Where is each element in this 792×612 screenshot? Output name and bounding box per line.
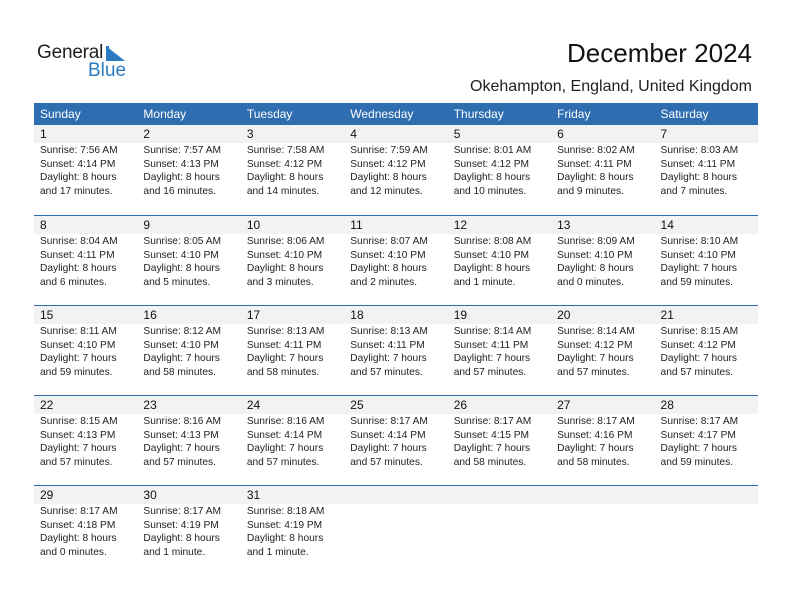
daylight-minutes: and 0 minutes. (557, 276, 624, 288)
daylight-hours: Daylight: 8 hours (40, 533, 117, 544)
day-number: 23 (137, 396, 240, 414)
day-number: 8 (34, 216, 137, 234)
sunset-time: Sunset: 4:19 PM (246, 519, 323, 531)
sunrise-time: Sunrise: 8:06 AM (246, 236, 325, 247)
day-cell (137, 125, 240, 215)
sun-info (551, 414, 654, 469)
sunset-time: Sunset: 4:12 PM (350, 158, 426, 170)
day-cell (34, 216, 137, 305)
sunrise-time: Sunrise: 8:15 AM (660, 326, 739, 337)
sunrise-time: Sunrise: 8:01 AM (453, 145, 532, 156)
daylight-hours: Daylight: 8 hours (350, 263, 427, 274)
daylight-minutes: and 57 minutes. (453, 366, 527, 378)
sunrise-time: Sunrise: 8:03 AM (660, 145, 739, 156)
sunset-time: Sunset: 4:10 PM (453, 249, 530, 261)
day-number: 19 (448, 306, 551, 324)
day-number: 12 (448, 216, 551, 234)
day-cell (344, 216, 447, 305)
daylight-hours: Daylight: 8 hours (350, 172, 427, 183)
daylight-hours: Daylight: 7 hours (143, 353, 220, 364)
day-number: 6 (551, 125, 654, 143)
day-cell (448, 306, 551, 395)
sunset-time: Sunset: 4:12 PM (660, 339, 736, 351)
sunrise-time: Sunrise: 8:05 AM (143, 236, 222, 247)
daylight-minutes: and 1 minute. (246, 546, 309, 558)
sun-info (655, 414, 758, 469)
daylight-hours: Daylight: 7 hours (660, 443, 737, 454)
day-cell (551, 216, 654, 305)
day-cell (241, 125, 344, 215)
weekday-header-0: Sunday (40, 107, 81, 121)
daylight-minutes: and 57 minutes. (557, 366, 630, 378)
daylight-hours: Daylight: 8 hours (557, 172, 634, 183)
daylight-hours: Daylight: 8 hours (660, 172, 737, 183)
sunrise-time: Sunrise: 8:14 AM (557, 326, 635, 337)
day-number: 3 (241, 125, 344, 143)
week-row (34, 215, 758, 305)
sun-info (551, 324, 654, 379)
day-cell (137, 216, 240, 305)
daylight-minutes: and 57 minutes. (246, 456, 320, 468)
daylight-minutes: and 16 minutes. (143, 185, 216, 197)
day-cell (448, 216, 551, 305)
daylight-minutes: and 14 minutes. (246, 185, 320, 197)
sunrise-time: Sunrise: 8:07 AM (350, 236, 428, 247)
sunrise-time: Sunrise: 7:58 AM (246, 145, 325, 156)
sunset-time: Sunset: 4:14 PM (246, 429, 323, 441)
sunset-time: Sunset: 4:11 PM (557, 158, 632, 170)
logo (37, 42, 137, 82)
empty-date-strip (344, 486, 447, 504)
sun-info (448, 414, 551, 469)
sunset-time: Sunset: 4:18 PM (40, 519, 116, 531)
sunset-time: Sunset: 4:10 PM (660, 249, 736, 261)
daylight-minutes: and 59 minutes. (40, 366, 113, 378)
daylight-hours: Daylight: 8 hours (453, 263, 531, 274)
daylight-hours: Daylight: 8 hours (40, 172, 117, 183)
weekday-header-row (34, 103, 758, 125)
daylight-hours: Daylight: 8 hours (246, 172, 324, 183)
empty-day-cell (448, 486, 551, 575)
day-number: 4 (344, 125, 447, 143)
daylight-hours: Daylight: 7 hours (40, 443, 117, 454)
daylight-hours: Daylight: 8 hours (143, 172, 220, 183)
daylight-hours: Daylight: 8 hours (453, 172, 531, 183)
daylight-hours: Daylight: 7 hours (246, 353, 324, 364)
daylight-hours: Daylight: 8 hours (143, 533, 220, 544)
sunset-time: Sunset: 4:12 PM (557, 339, 633, 351)
daylight-hours: Daylight: 7 hours (453, 353, 531, 364)
week-row (34, 125, 758, 215)
day-cell (137, 306, 240, 395)
daylight-hours: Daylight: 7 hours (143, 443, 220, 454)
daylight-hours: Daylight: 7 hours (453, 443, 531, 454)
day-number: 29 (34, 486, 137, 504)
day-number: 17 (241, 306, 344, 324)
day-number: 1 (34, 125, 137, 143)
triangle-flag-icon (106, 46, 125, 61)
day-number: 13 (551, 216, 654, 234)
sunset-time: Sunset: 4:11 PM (350, 339, 425, 351)
day-number: 28 (655, 396, 758, 414)
day-number: 7 (655, 125, 758, 143)
day-cell (34, 125, 137, 215)
weekday-header-3: Wednesday (350, 107, 414, 121)
sun-info (551, 143, 654, 198)
day-number: 24 (241, 396, 344, 414)
day-cell (344, 396, 447, 485)
sun-info (241, 324, 344, 379)
day-cell (34, 396, 137, 485)
daylight-minutes: and 17 minutes. (40, 185, 113, 197)
empty-day-cell (551, 486, 654, 575)
sun-info (34, 414, 137, 469)
sunrise-time: Sunrise: 8:17 AM (453, 416, 532, 427)
daylight-hours: Daylight: 7 hours (660, 353, 737, 364)
sun-info (344, 234, 447, 289)
day-cell (34, 306, 137, 395)
daylight-hours: Daylight: 7 hours (40, 353, 117, 364)
sun-info (448, 143, 551, 198)
day-number: 18 (344, 306, 447, 324)
daylight-minutes: and 6 minutes. (40, 276, 107, 288)
weekday-header-2: Tuesday (246, 107, 293, 121)
sunrise-time: Sunrise: 8:15 AM (40, 416, 118, 427)
daylight-minutes: and 9 minutes. (557, 185, 624, 197)
sunset-time: Sunset: 4:11 PM (40, 249, 115, 261)
daylight-minutes: and 5 minutes. (143, 276, 211, 288)
sunset-time: Sunset: 4:10 PM (246, 249, 323, 261)
daylight-hours: Daylight: 7 hours (660, 263, 737, 274)
sunset-time: Sunset: 4:13 PM (143, 158, 219, 170)
day-cell (448, 396, 551, 485)
logo-word-general: General (37, 42, 104, 63)
sunrise-time: Sunrise: 8:13 AM (350, 326, 428, 337)
daylight-minutes: and 59 minutes. (660, 456, 734, 468)
day-cell (241, 216, 344, 305)
sunrise-time: Sunrise: 8:11 AM (40, 326, 117, 337)
sunrise-time: Sunrise: 7:57 AM (143, 145, 222, 156)
daylight-minutes: and 58 minutes. (557, 456, 630, 468)
day-cell (655, 216, 758, 305)
daylight-hours: Daylight: 8 hours (143, 263, 220, 274)
daylight-hours: Daylight: 7 hours (246, 443, 324, 454)
sun-info (137, 504, 240, 559)
sunrise-time: Sunrise: 7:59 AM (350, 145, 428, 156)
sunrise-time: Sunrise: 7:56 AM (40, 145, 118, 156)
sunset-time: Sunset: 4:11 PM (660, 158, 736, 170)
sun-info (34, 143, 137, 198)
day-number: 31 (241, 486, 344, 504)
sunrise-time: Sunrise: 8:08 AM (453, 236, 532, 247)
sun-info (655, 234, 758, 289)
day-cell (655, 125, 758, 215)
day-number: 9 (137, 216, 240, 234)
sun-info (344, 143, 447, 198)
day-number: 16 (137, 306, 240, 324)
day-cell (655, 306, 758, 395)
sunrise-time: Sunrise: 8:13 AM (246, 326, 325, 337)
daylight-minutes: and 59 minutes. (660, 276, 734, 288)
sun-info (241, 504, 344, 559)
sunset-time: Sunset: 4:10 PM (557, 249, 633, 261)
day-cell (551, 306, 654, 395)
week-row (34, 305, 758, 395)
sun-info (137, 414, 240, 469)
sunrise-time: Sunrise: 8:17 AM (557, 416, 635, 427)
daylight-minutes: and 57 minutes. (660, 366, 734, 378)
sun-info (241, 234, 344, 289)
day-number: 14 (655, 216, 758, 234)
sunrise-time: Sunrise: 8:10 AM (660, 236, 739, 247)
sunset-time: Sunset: 4:14 PM (350, 429, 426, 441)
daylight-minutes: and 58 minutes. (453, 456, 527, 468)
daylight-minutes: and 3 minutes. (246, 276, 314, 288)
week-row (34, 395, 758, 485)
sunrise-time: Sunrise: 8:17 AM (40, 506, 118, 517)
day-number: 2 (137, 125, 240, 143)
sunset-time: Sunset: 4:13 PM (143, 429, 219, 441)
location-subtitle: Okehampton, England, United Kingdom (470, 78, 752, 95)
empty-day-cell (655, 486, 758, 575)
weekday-header-4: Thursday (453, 107, 504, 121)
daylight-minutes: and 7 minutes. (660, 185, 728, 197)
sunrise-time: Sunrise: 8:17 AM (350, 416, 428, 427)
day-cell (448, 125, 551, 215)
logo-word-blue: Blue (88, 60, 127, 81)
sunrise-time: Sunrise: 8:16 AM (143, 416, 222, 427)
sun-info (241, 414, 344, 469)
sunset-time: Sunset: 4:19 PM (143, 519, 219, 531)
day-number: 11 (344, 216, 447, 234)
sunrise-time: Sunrise: 8:18 AM (246, 506, 325, 517)
daylight-hours: Daylight: 8 hours (246, 263, 324, 274)
sunrise-time: Sunrise: 8:17 AM (660, 416, 739, 427)
day-number: 26 (448, 396, 551, 414)
sun-info (137, 234, 240, 289)
daylight-hours: Daylight: 7 hours (350, 353, 427, 364)
day-cell (344, 306, 447, 395)
daylight-minutes: and 1 minute. (453, 276, 516, 288)
sunset-time: Sunset: 4:14 PM (40, 158, 116, 170)
daylight-minutes: and 58 minutes. (143, 366, 216, 378)
day-number: 30 (137, 486, 240, 504)
sunset-time: Sunset: 4:15 PM (453, 429, 530, 441)
day-number: 10 (241, 216, 344, 234)
sunrise-time: Sunrise: 8:16 AM (246, 416, 325, 427)
daylight-minutes: and 10 minutes. (453, 185, 527, 197)
day-cell (137, 396, 240, 485)
daylight-hours: Daylight: 8 hours (40, 263, 117, 274)
day-cell (551, 396, 654, 485)
daylight-minutes: and 1 minute. (143, 546, 206, 558)
sunrise-time: Sunrise: 8:14 AM (453, 326, 532, 337)
day-number: 25 (344, 396, 447, 414)
day-number: 20 (551, 306, 654, 324)
daylight-minutes: and 57 minutes. (350, 366, 423, 378)
daylight-minutes: and 12 minutes. (350, 185, 423, 197)
empty-date-strip (551, 486, 654, 504)
empty-date-strip (655, 486, 758, 504)
daylight-hours: Daylight: 7 hours (350, 443, 427, 454)
sun-info (137, 143, 240, 198)
sun-info (34, 234, 137, 289)
day-cell (655, 396, 758, 485)
sunset-time: Sunset: 4:10 PM (143, 249, 219, 261)
day-cell (344, 125, 447, 215)
daylight-hours: Daylight: 8 hours (557, 263, 634, 274)
day-number: 5 (448, 125, 551, 143)
sunset-time: Sunset: 4:10 PM (350, 249, 426, 261)
daylight-minutes: and 57 minutes. (40, 456, 113, 468)
sunrise-time: Sunrise: 8:04 AM (40, 236, 118, 247)
sunrise-time: Sunrise: 8:12 AM (143, 326, 222, 337)
sunset-time: Sunset: 4:10 PM (40, 339, 116, 351)
day-number: 15 (34, 306, 137, 324)
daylight-minutes: and 2 minutes. (350, 276, 418, 288)
sunrise-time: Sunrise: 8:17 AM (143, 506, 222, 517)
day-cell (241, 486, 344, 575)
daylight-minutes: and 58 minutes. (246, 366, 320, 378)
day-number: 21 (655, 306, 758, 324)
daylight-hours: Daylight: 8 hours (246, 533, 324, 544)
weekday-header-1: Monday (143, 107, 187, 121)
calendar-grid (34, 103, 758, 575)
daylight-minutes: and 0 minutes. (40, 546, 107, 558)
empty-day-cell (344, 486, 447, 575)
sun-info (448, 324, 551, 379)
sunset-time: Sunset: 4:13 PM (40, 429, 116, 441)
sunrise-time: Sunrise: 8:02 AM (557, 145, 635, 156)
day-cell (551, 125, 654, 215)
weekday-header-5: Friday (557, 107, 591, 121)
day-number: 22 (34, 396, 137, 414)
sun-info (448, 234, 551, 289)
page-title: December 2024 (567, 38, 752, 68)
sunset-time: Sunset: 4:12 PM (246, 158, 323, 170)
sun-info (344, 414, 447, 469)
sunset-time: Sunset: 4:11 PM (246, 339, 322, 351)
sunset-time: Sunset: 4:11 PM (453, 339, 529, 351)
sun-info (655, 324, 758, 379)
sunrise-time: Sunrise: 8:09 AM (557, 236, 635, 247)
sun-info (655, 143, 758, 198)
daylight-minutes: and 57 minutes. (350, 456, 423, 468)
sunset-time: Sunset: 4:12 PM (453, 158, 530, 170)
day-number: 27 (551, 396, 654, 414)
day-cell (241, 306, 344, 395)
day-cell (137, 486, 240, 575)
sunset-time: Sunset: 4:16 PM (557, 429, 633, 441)
weekday-header-6: Saturday (660, 107, 709, 121)
day-cell (241, 396, 344, 485)
day-cell (34, 486, 137, 575)
sunset-time: Sunset: 4:17 PM (660, 429, 736, 441)
week-row (34, 485, 758, 575)
daylight-hours: Daylight: 7 hours (557, 353, 634, 364)
daylight-hours: Daylight: 7 hours (557, 443, 634, 454)
sun-info (137, 324, 240, 379)
sun-info (34, 324, 137, 379)
sun-info (344, 324, 447, 379)
empty-date-strip (448, 486, 551, 504)
sunset-time: Sunset: 4:10 PM (143, 339, 219, 351)
sun-info (34, 504, 137, 559)
sun-info (241, 143, 344, 198)
daylight-minutes: and 57 minutes. (143, 456, 216, 468)
sun-info (551, 234, 654, 289)
